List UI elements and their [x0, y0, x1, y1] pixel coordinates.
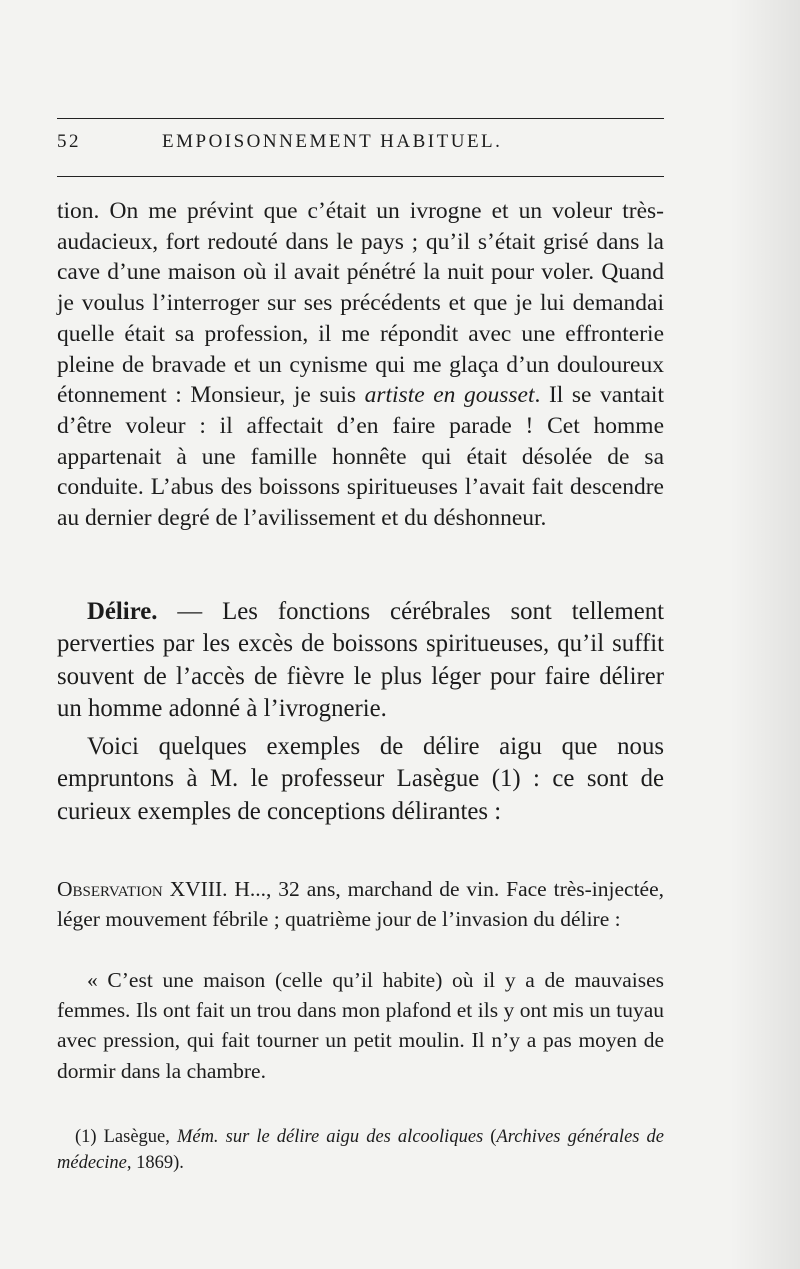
- footnote: [57, 1124, 664, 1176]
- observation-body: H..., 32 ans, marchand de vin. Face très-injectée, léger mouvement fébrile ; quatrième jour de l’invasion du délire :: [57, 877, 665, 932]
- footnote-prefix: (1) Lasègue,: [75, 1127, 177, 1147]
- observation-text: [57, 874, 664, 934]
- delire-text: — Les fonctions cérébrales sont tellement perverties par les excès de boissons spiritueuses, qu’il suffit souvent de l’accès de fièvre le plus léger pour faire délirer un homme adonné à l’ivrognerie.: [57, 598, 664, 723]
- running-header: [57, 131, 664, 161]
- footnote-normal-3: , 1869).: [126, 1153, 184, 1173]
- footnote-italic-1: Mém.: [176, 1127, 219, 1147]
- footnote-italic-2: sur le délire aigu des alcooliques: [225, 1127, 484, 1147]
- quote-text: « C’est une maison (celle qu’il habite) où il y a de mauvaises femmes. Ils ont fait un trou dans mon plafond et ils y ont mis un tuyau avec pression, qui fait tourner un petit moulin. Il n’y a pas moyen de dormir dans la chambre.: [57, 968, 664, 1083]
- paragraph-continuation: [57, 196, 664, 534]
- paragraph-examples: [57, 731, 664, 828]
- footnote-text: [57, 1124, 664, 1176]
- paragraph-1-italic: artiste en gousset: [364, 382, 535, 409]
- quote-block: [57, 965, 664, 1086]
- observation-label: Observation XVIII.: [57, 877, 228, 901]
- paragraph-1-part1: tion. On me prévint que c’était un ivrogne et un voleur très-audacieux, fort redouté dans le pays ; qu’il s’était grisé dans la cave d’une maison où il avait pénétré la nuit pour voler. Quand je voulus l’interroger sur ses précédents et que je lui demandai quelle était sa profession, il me répondit avec une effronterie pleine de bravade et un cynisme qui me glaça d’un douloureux étonnement : Monsieur, je suis: [57, 198, 664, 409]
- delire-heading: Délire.: [87, 598, 158, 625]
- paragraph-2-text: [57, 596, 664, 726]
- observation-block: [57, 874, 664, 934]
- paragraph-3-text: Voici quelques exemples de délire aigu que nous empruntons à M. le professeur Lasègue (1) : ce sont de curieux exemples de conceptions délirantes :: [57, 733, 664, 825]
- footnote-normal-2: (: [483, 1127, 497, 1147]
- footnote-italic-3: Archives générales de médecine: [57, 1127, 665, 1173]
- page-edge-shadow: [730, 0, 800, 1269]
- paragraph-1-part2: . Il se vantait d’être voleur : il affectait d’en faire parade ! Cet homme appartenait à une famille honnête qui était désolée de sa conduite. L’abus des boissons spiritueuses l’avait fait descendre au dernier degré de l’avilissement et du déshonneur.: [57, 382, 664, 532]
- header-rule-top: [57, 118, 664, 119]
- page-number: 52: [57, 131, 81, 152]
- paragraph-delire: [57, 596, 664, 726]
- footnote-normal-1: [219, 1127, 226, 1147]
- header-rule-bottom: [57, 176, 664, 177]
- paragraph-1-text: [57, 196, 664, 534]
- running-title: EMPOISONNEMENT HABITUEL.: [162, 131, 503, 152]
